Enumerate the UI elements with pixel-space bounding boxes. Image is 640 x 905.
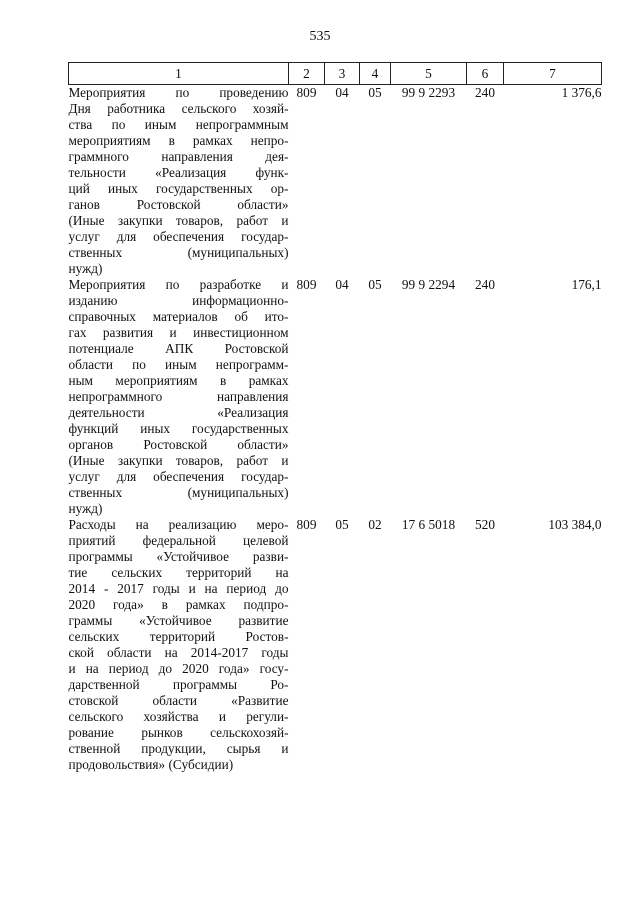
section-code: 05 — [335, 517, 349, 532]
row-description — [69, 277, 289, 517]
description-line: программы «Устойчивое разви- — [68, 549, 289, 564]
expense-type-code: 520 — [475, 517, 495, 532]
section-code: 04 — [335, 277, 349, 292]
table-row — [69, 85, 602, 278]
description-line: (Иные закупки товаров, работ и — [68, 453, 289, 468]
description-line: рование рынков сельскохозяй- — [68, 725, 289, 740]
description-line: Расходы на реализацию меро- — [68, 517, 289, 532]
description-line: нужд) — [68, 261, 103, 276]
description-line: ственной продукции, сырья и — [68, 741, 289, 756]
header-col-4: 4 — [360, 63, 391, 85]
subsection-code: 05 — [368, 85, 382, 100]
row-description — [69, 85, 289, 278]
description-line: гах развития и инвестиционном — [68, 325, 289, 340]
description-line: и на период до 2020 года» госу- — [68, 661, 289, 676]
amount-value: 176,1 — [571, 277, 602, 292]
amount-value: 1 376,6 — [561, 85, 602, 100]
description-line: мероприятиям в рамках непро- — [68, 133, 289, 148]
ministry-code: 809 — [296, 85, 317, 100]
target-article-code: 99 9 2294 — [401, 277, 456, 292]
header-col-7: 7 — [504, 63, 602, 85]
description-line: деятельности «Реализация — [68, 405, 289, 420]
header-col-3: 3 — [325, 63, 360, 85]
description-line: функций иных государственных — [68, 421, 289, 436]
header-col-1: 1 — [69, 63, 289, 85]
description-line: ства по иным непрограммным — [68, 117, 289, 132]
description-line: тельности «Реализация функ- — [68, 165, 289, 180]
description-line: ганов Ростовской области» — [68, 197, 289, 212]
description-line: услуг для обеспечения государ- — [68, 229, 289, 244]
description-line: области по иным непрограмм- — [68, 357, 289, 372]
description-line: тие сельских территорий на — [68, 565, 289, 580]
description-line: Мероприятия по проведению — [68, 85, 289, 100]
ministry-code: 809 — [296, 277, 317, 292]
header-col-5: 5 — [391, 63, 467, 85]
table-row — [69, 277, 602, 517]
description-line: приятий федеральной целевой — [68, 533, 289, 548]
row-description — [69, 517, 289, 773]
description-line: нужд) — [68, 501, 103, 516]
section-code: 04 — [335, 85, 349, 100]
ministry-code: 809 — [296, 517, 317, 532]
description-line: стовской области «Развитие — [68, 693, 289, 708]
description-line: непрограммного направления — [68, 389, 289, 404]
description-line: граммы «Устойчивое развитие — [68, 613, 289, 628]
header-row — [69, 63, 602, 85]
description-line: услуг для обеспечения государ- — [68, 469, 289, 484]
description-line: ным мероприятиям в рамках — [68, 373, 289, 388]
target-article-code: 99 9 2293 — [401, 85, 456, 100]
description-line: сельского хозяйства и регули- — [68, 709, 289, 724]
expense-type-code: 240 — [475, 85, 495, 100]
description-line: 2014 - 2017 годы и на период до — [68, 581, 289, 596]
budget-table — [68, 62, 602, 773]
description-line: справочных материалов об ито- — [68, 309, 289, 324]
header-col-6: 6 — [467, 63, 504, 85]
page-number: 535 — [309, 29, 331, 44]
description-line: ственных (муниципальных) — [68, 485, 289, 500]
header-col-2: 2 — [289, 63, 325, 85]
amount-value: 103 384,0 — [548, 517, 602, 532]
description-line: органов Ростовской области» — [68, 437, 289, 452]
description-line: ской области на 2014-2017 годы — [68, 645, 289, 660]
expense-type-code: 240 — [475, 277, 495, 292]
subsection-code: 02 — [368, 517, 382, 532]
description-line: продовольствия» (Субсидии) — [68, 757, 234, 772]
description-line: Мероприятия по разработке и — [68, 277, 289, 292]
description-line: сельских территорий Ростов- — [68, 629, 289, 644]
description-line: дарственной программы Ро- — [68, 677, 289, 692]
description-line: (Иные закупки товаров, работ и — [68, 213, 289, 228]
description-line: Дня работника сельского хозяй- — [68, 101, 289, 116]
description-line: граммного направления дея- — [68, 149, 289, 164]
description-line: ций иных государственных ор- — [68, 181, 289, 196]
target-article-code: 17 6 5018 — [401, 517, 456, 532]
description-line: изданию информационно- — [68, 293, 289, 308]
description-line: ственных (муниципальных) — [68, 245, 289, 260]
table-row — [69, 517, 602, 773]
description-line: потенциале АПК Ростовской — [68, 341, 289, 356]
description-line: 2020 года» в рамках подпро- — [68, 597, 289, 612]
subsection-code: 05 — [368, 277, 382, 292]
